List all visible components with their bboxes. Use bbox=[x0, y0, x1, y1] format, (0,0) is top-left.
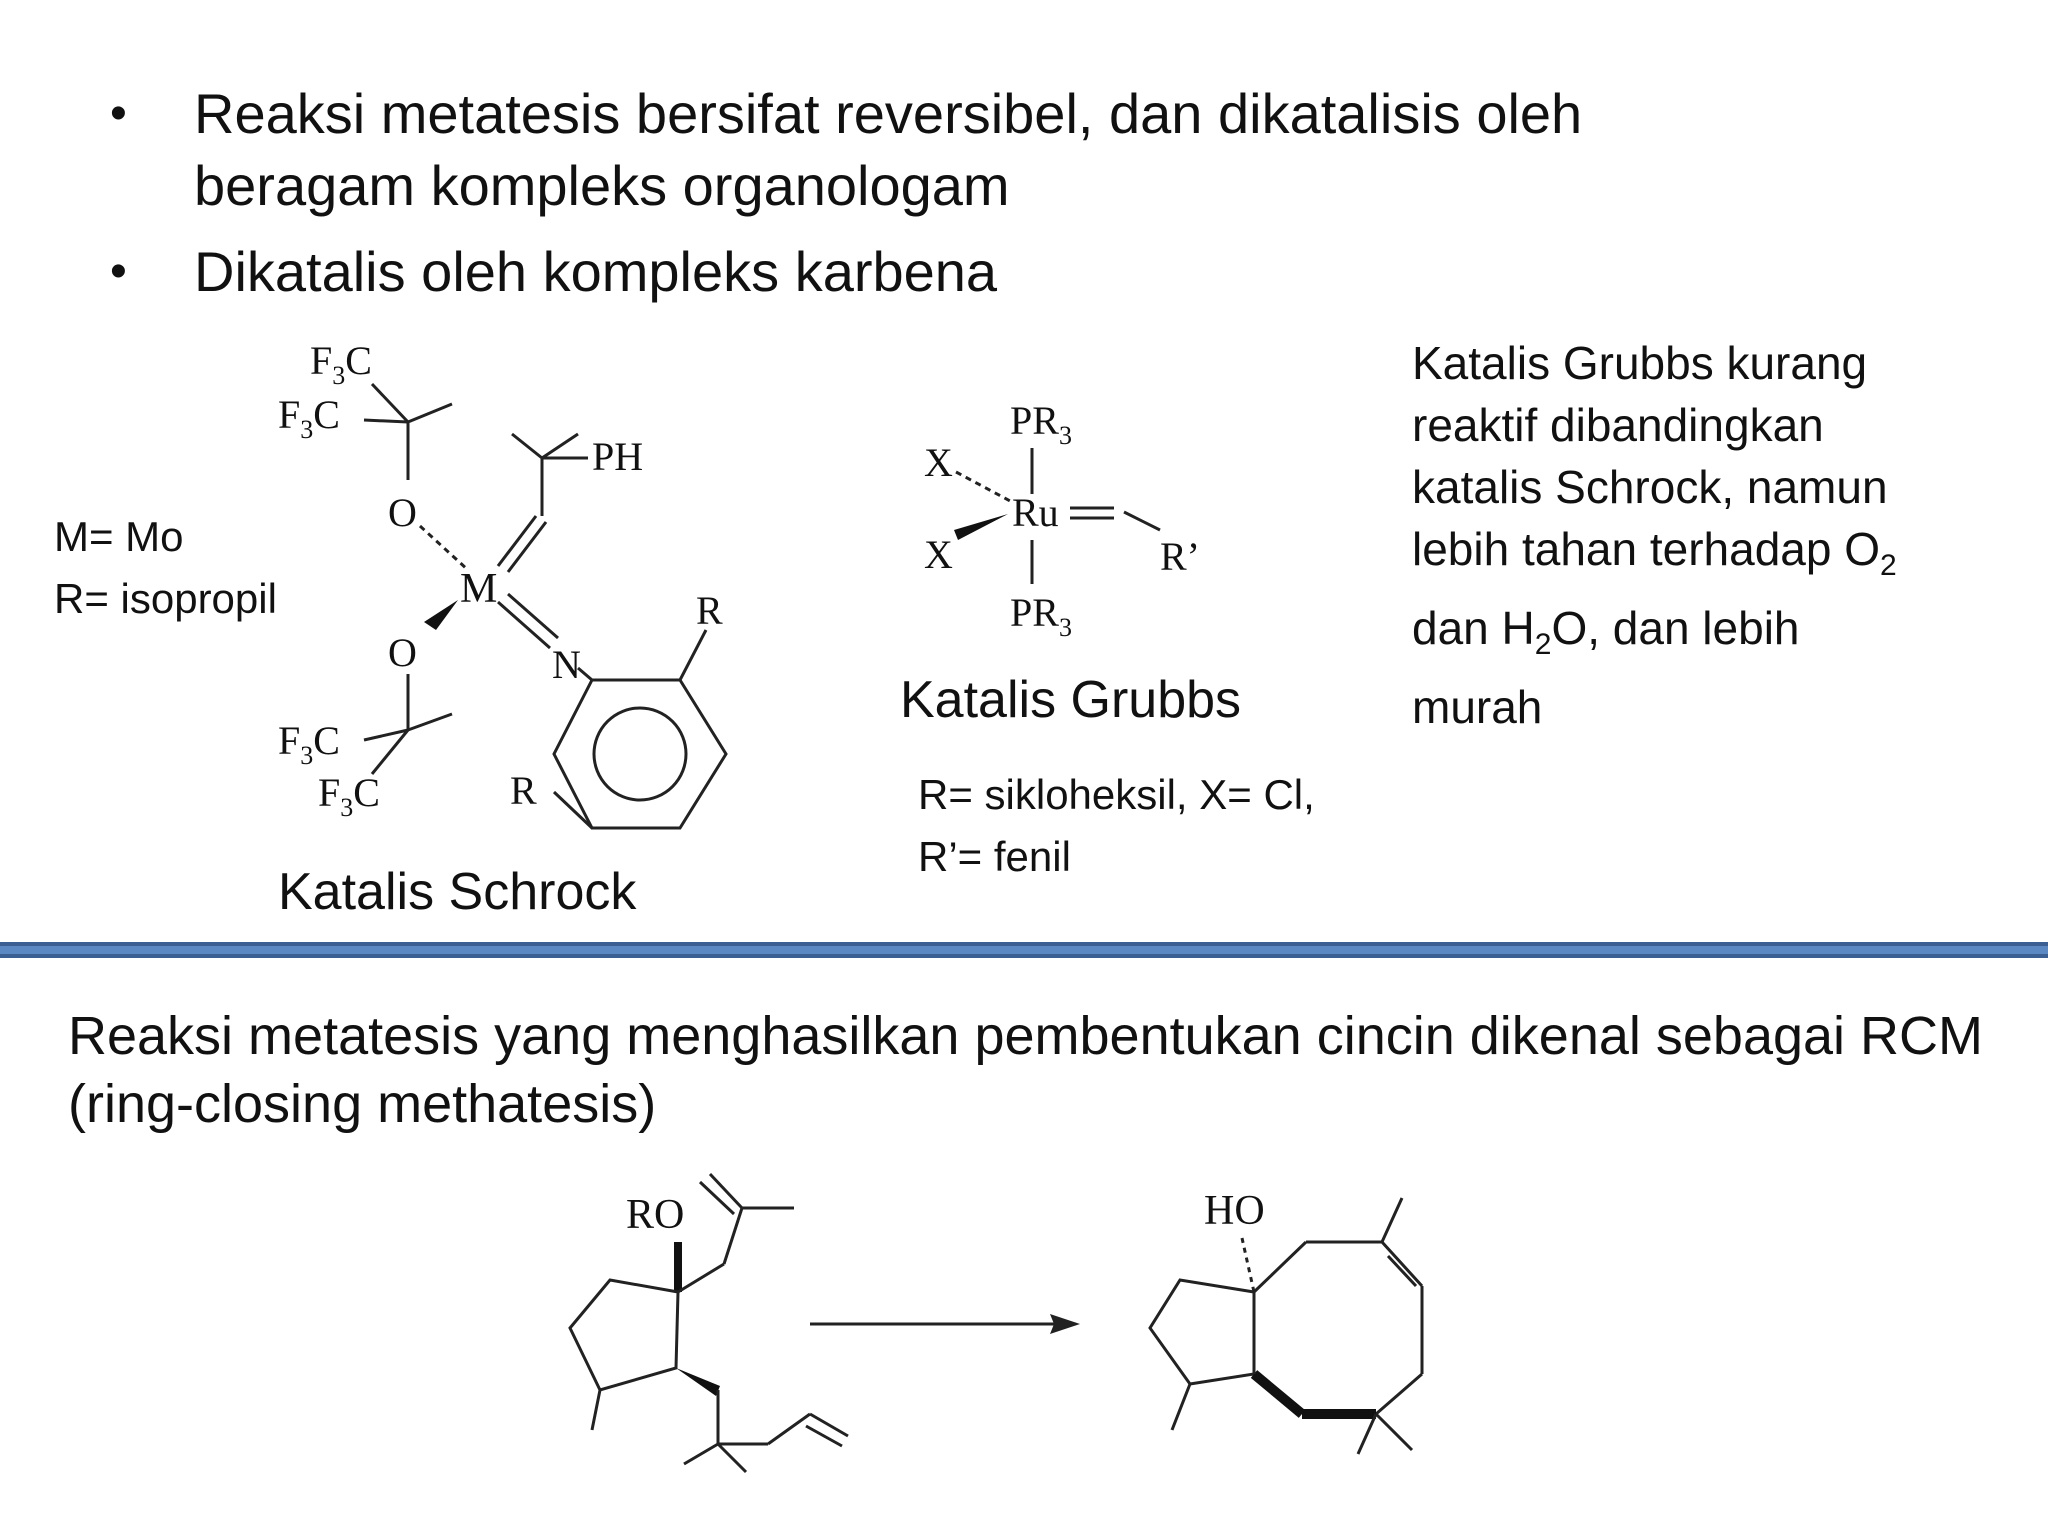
atom-pr3-top: $PR_3$ bbox=[1010, 398, 1072, 450]
atom-pr3-bottom: $PR_3$ bbox=[1010, 590, 1072, 642]
schrock-def-metal: M= Mo bbox=[54, 513, 184, 560]
note-line: murah bbox=[1412, 681, 1543, 734]
note-line bbox=[1412, 518, 1972, 597]
grubbs-def-line1: R= sikloheksil, X= Cl, bbox=[918, 771, 1315, 818]
atom-f3c-3: $F_3C$ bbox=[278, 718, 340, 770]
bullet-list bbox=[110, 78, 1710, 322]
schrock-catalyst-structure bbox=[260, 330, 780, 850]
note-line: Katalis Grubbs kurang bbox=[1412, 337, 1868, 389]
grubbs-definitions bbox=[918, 764, 1315, 888]
grubbs-caption: Katalis Grubbs bbox=[900, 671, 1242, 729]
bullet-icon: • bbox=[110, 245, 127, 298]
atom-o-upper: O bbox=[388, 490, 417, 535]
grubbs-def-line2: R’= fenil bbox=[918, 833, 1071, 880]
note-text: lebih tahan terhadap O bbox=[1412, 523, 1881, 575]
atom-x-lower: X bbox=[924, 532, 953, 577]
note-line bbox=[1412, 597, 1972, 676]
note-text: dan H bbox=[1412, 602, 1535, 655]
atom-metal: M bbox=[460, 566, 498, 612]
schrock-caption: Katalis Schrock bbox=[278, 863, 637, 921]
schrock-def-r: R= isopropil bbox=[54, 575, 277, 622]
atom-r-2: R bbox=[510, 768, 537, 813]
atom-n: N bbox=[552, 642, 581, 687]
bullet-text: Dikatalis oleh kompleks karbena bbox=[194, 240, 998, 303]
rcm-reaction-scheme bbox=[540, 1168, 1500, 1508]
atom-f3c-1: $F_3C$ bbox=[310, 338, 372, 390]
atom-ph: PH bbox=[592, 434, 644, 479]
bullet-item bbox=[110, 78, 1710, 222]
note-line: katalis Schrock, namun bbox=[1412, 461, 1888, 513]
atom-x-upper: X bbox=[924, 440, 953, 485]
bullet-text: Reaksi metatesis bersifat reversibel, dan dikatalisis oleh beragam kompleks organologam bbox=[194, 82, 1583, 217]
note-subscript: 2 bbox=[1880, 549, 1897, 583]
bullet-icon: • bbox=[110, 87, 127, 140]
grubbs-comparison-note bbox=[1412, 332, 1972, 738]
atom-f3c-2: $F_3C$ bbox=[278, 392, 340, 444]
rcm-description: Reaksi metatesis yang menghasilkan pembentukan cincin dikenal sebagai RCM (ring-closing methatesis) bbox=[68, 1006, 1984, 1134]
reactant-ro-label: RO bbox=[626, 1192, 685, 1238]
atom-r-1: R bbox=[696, 588, 723, 633]
schrock-definitions bbox=[54, 506, 277, 630]
note-subscript: 2 bbox=[1534, 628, 1552, 662]
bullet-item bbox=[110, 236, 1710, 308]
product-ho-label: HO bbox=[1204, 1188, 1265, 1234]
note-text: O, dan lebih bbox=[1551, 602, 1800, 655]
atom-r-prime: R’ bbox=[1160, 534, 1200, 579]
atom-o-lower: O bbox=[388, 630, 417, 675]
note-line: reaktif dibandingkan bbox=[1412, 399, 1824, 451]
atom-f3c-4: $F_3C$ bbox=[318, 770, 380, 822]
atom-ru: Ru bbox=[1012, 490, 1059, 535]
section-divider bbox=[0, 942, 2048, 958]
grubbs-catalyst-structure bbox=[910, 390, 1290, 660]
